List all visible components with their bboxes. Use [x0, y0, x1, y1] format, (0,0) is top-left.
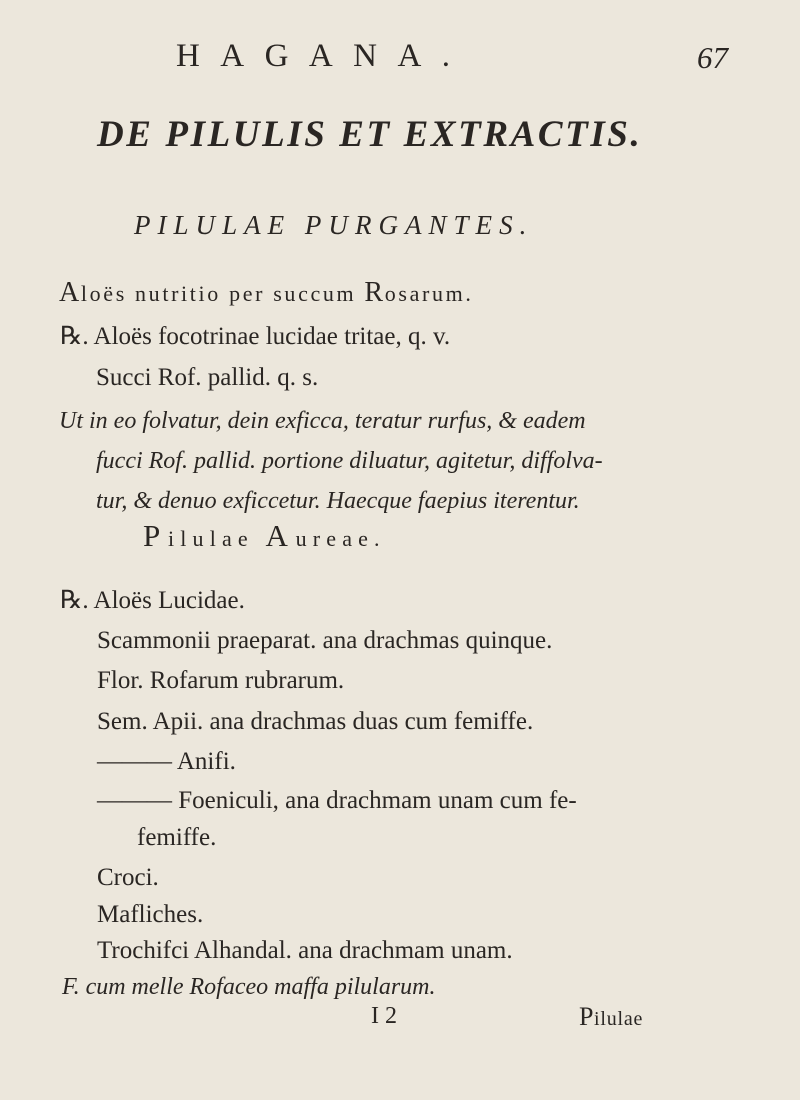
subsection-title: PILULAE PURGANTES. — [134, 210, 534, 240]
title-small-caps: osarum. — [384, 281, 474, 306]
title-small-caps: loës nutritio per succum — [80, 281, 365, 306]
ingredient-line: Flor. Rofarum rubrarum. — [97, 667, 345, 694]
title-small-caps: ureae. — [295, 526, 386, 551]
recipe-line: fucci Rof. pallid. portione diluatur, agitetur, diffolva- — [96, 448, 603, 474]
title-initial: R — [364, 277, 385, 308]
ingredient-line: femiffe. — [137, 824, 217, 851]
ingredient-line: Mafliches. — [97, 901, 204, 928]
title-initial: P — [143, 518, 168, 553]
page-number: 67 — [697, 40, 728, 75]
ingredient-line: Scammonii praeparat. ana drachmas quinque. — [97, 627, 553, 654]
ingredient-line: ——— Anifi. — [97, 748, 236, 775]
section-title: DE PILULIS ET EXTRACTIS. — [97, 114, 643, 155]
ingredient-line: ——— Foeniculi, ana drachmam unam cum fe- — [97, 787, 577, 814]
ingredient-line: Croci. — [97, 864, 159, 891]
catchword — [579, 1002, 643, 1032]
ingredient-line: Trochifci Alhandal. ana drachmam unam. — [97, 937, 513, 964]
ingredient-line: ℞. Aloës Lucidae. — [60, 587, 245, 614]
title-small-caps: ilulae — [168, 526, 266, 551]
recipe-line: tur, & denuo exficcetur. Haecque faepius iterentur. — [96, 488, 580, 514]
catchword-initial: P — [579, 1002, 594, 1031]
recipe-line: Ut in eo folvatur, dein exficca, teratur rurfus, & eadem — [59, 408, 586, 434]
recipe-line: Succi Rof. pallid. q. s. — [96, 364, 319, 391]
title-initial: A — [265, 518, 296, 553]
ingredient-line: F. cum melle Rofaceo maffa pilularum. — [62, 974, 436, 1000]
signature-mark: I 2 — [371, 1003, 397, 1029]
recipe-line: ℞. Aloës focotrinae lucidae tritae, q. v. — [60, 323, 451, 350]
catchword-small-caps: ilulae — [593, 1008, 644, 1030]
recipe-title-pilulae-aureae — [143, 518, 386, 554]
title-initial: A — [59, 277, 81, 308]
running-head: HAGANA. — [176, 38, 471, 74]
recipe-title-aloes — [59, 277, 474, 309]
ingredient-line: Sem. Apii. ana drachmas duas cum femiffe. — [97, 708, 534, 735]
